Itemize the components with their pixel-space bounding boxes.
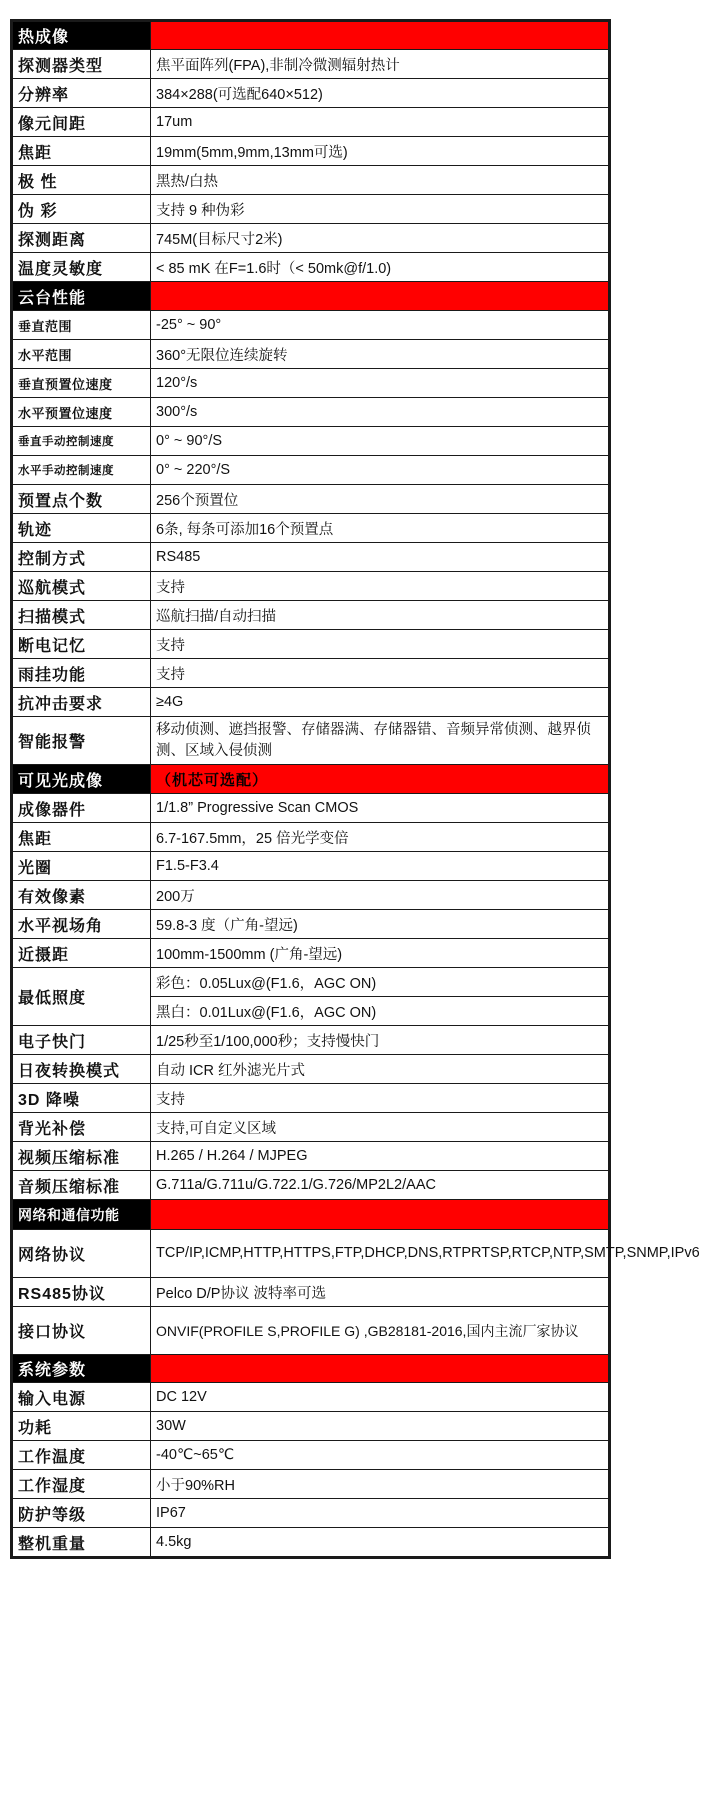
section-title-visible: 可见光成像: [13, 765, 151, 794]
table-row: [13, 485, 609, 514]
spec-value: G.711a/G.711u/G.722.1/G.726/MP2L2/AAC: [151, 1171, 609, 1200]
spec-value: 300°/s: [151, 398, 609, 427]
section-header-thermal: [13, 22, 609, 50]
table-row: [13, 137, 609, 166]
table-row: [13, 939, 609, 968]
spec-label: 巡航模式: [13, 572, 151, 601]
table-row: [13, 601, 609, 630]
spec-label: 垂直手动控制速度: [13, 427, 151, 456]
table-row: [13, 311, 609, 340]
table-row: [13, 717, 609, 765]
table-row: [13, 1142, 609, 1171]
spec-label: 最低照度: [13, 968, 151, 1026]
spec-value: 黑白：0.01Lux@(F1.6，AGC ON): [151, 997, 609, 1026]
table-row: [13, 1055, 609, 1084]
section-title-thermal: 热成像: [13, 22, 151, 50]
spec-label: 智能报警: [13, 717, 151, 765]
spec-value: < 85 mK 在F=1.6时（< 50mk@f/1.0): [151, 253, 609, 282]
spec-value: 6.7-167.5mm，25 倍光学变倍: [151, 823, 609, 852]
spec-value: Pelco D/P协议 波特率可选: [151, 1278, 609, 1307]
section-header-visible: [13, 765, 609, 794]
section-note-visible: （机芯可选配）: [151, 765, 609, 794]
table-row: [13, 852, 609, 881]
spec-label: 断电记忆: [13, 630, 151, 659]
spec-label: 网络协议: [13, 1230, 151, 1278]
spec-value: IP67: [151, 1499, 609, 1528]
spec-label: 视频压缩标准: [13, 1142, 151, 1171]
table-row: [13, 427, 609, 456]
spec-value: 19mm(5mm,9mm,13mm可选): [151, 137, 609, 166]
spec-value: DC 12V: [151, 1383, 609, 1412]
table-row: [13, 166, 609, 195]
table-row: [13, 340, 609, 369]
spec-value: F1.5-F3.4: [151, 852, 609, 881]
spec-label: 整机重量: [13, 1528, 151, 1557]
spec-value: 自动 ICR 红外滤光片式: [151, 1055, 609, 1084]
table-row: [13, 1026, 609, 1055]
table-row: [13, 1470, 609, 1499]
spec-value: -40℃~65℃: [151, 1441, 609, 1470]
spec-label: 光圈: [13, 852, 151, 881]
spec-label: 探测距离: [13, 224, 151, 253]
spec-label: 有效像素: [13, 881, 151, 910]
spec-value: 384×288(可选配640×512): [151, 79, 609, 108]
table-row: [13, 1499, 609, 1528]
table-row: [13, 369, 609, 398]
table-row: [13, 224, 609, 253]
spec-value: 焦平面阵列(FPA),非制冷微测辐射热计: [151, 50, 609, 79]
spec-value: 小于90%RH: [151, 1470, 609, 1499]
section-title-system: 系统参数: [13, 1355, 151, 1383]
table-row: [13, 253, 609, 282]
spec-value: 支持 9 种伪彩: [151, 195, 609, 224]
spec-label: 极 性: [13, 166, 151, 195]
spec-label: 伪 彩: [13, 195, 151, 224]
spec-label: 成像器件: [13, 794, 151, 823]
table-row: [13, 572, 609, 601]
spec-label: 防护等级: [13, 1499, 151, 1528]
section-bar-thermal: [151, 22, 609, 50]
spec-label: 电子快门: [13, 1026, 151, 1055]
table-row: [13, 659, 609, 688]
spec-value: 256个预置位: [151, 485, 609, 514]
table-row: [13, 108, 609, 137]
table-row: [13, 1113, 609, 1142]
spec-value: ONVIF(PROFILE S,PROFILE G) ,GB28181-2016,国内主流厂家协议: [151, 1307, 609, 1355]
section-bar-ptz: [151, 282, 609, 311]
table-row: [13, 1171, 609, 1200]
spec-label: 水平手动控制速度: [13, 456, 151, 485]
spec-value: 120°/s: [151, 369, 609, 398]
spec-value: 1/25秒至1/100,000秒；支持慢快门: [151, 1026, 609, 1055]
table-row: [13, 1412, 609, 1441]
table-row: [13, 79, 609, 108]
table-row: [13, 688, 609, 717]
spec-label: 探测器类型: [13, 50, 151, 79]
spec-value: RS485: [151, 543, 609, 572]
spec-label: 焦距: [13, 137, 151, 166]
section-header-ptz: [13, 282, 609, 311]
table-row: [13, 514, 609, 543]
table-row: [13, 1084, 609, 1113]
spec-label: 音频压缩标准: [13, 1171, 151, 1200]
spec-value: 0° ~ 220°/S: [151, 456, 609, 485]
spec-label: 水平视场角: [13, 910, 151, 939]
section-title-network: 网络和通信功能: [13, 1200, 151, 1230]
section-bar-network: [151, 1200, 609, 1230]
table-row: [13, 543, 609, 572]
spec-label: 预置点个数: [13, 485, 151, 514]
spec-value: ≥4G: [151, 688, 609, 717]
table-row: [13, 1230, 609, 1278]
spec-value: 745M(目标尺寸2米): [151, 224, 609, 253]
spec-value: 支持: [151, 630, 609, 659]
spec-label: 背光补偿: [13, 1113, 151, 1142]
table-row: [13, 1441, 609, 1470]
spec-value: 30W: [151, 1412, 609, 1441]
spec-value: 支持: [151, 572, 609, 601]
spec-value: H.265 / H.264 / MJPEG: [151, 1142, 609, 1171]
spec-label: 工作湿度: [13, 1470, 151, 1499]
spec-label: 水平范围: [13, 340, 151, 369]
spec-label: 垂直范围: [13, 311, 151, 340]
spec-value: 支持,可自定义区域: [151, 1113, 609, 1142]
table-row: [13, 968, 609, 997]
spec-label: 功耗: [13, 1412, 151, 1441]
spec-table: [12, 21, 700, 1557]
spec-label: 近摄距: [13, 939, 151, 968]
spec-value: 100mm-1500mm (广角-望远): [151, 939, 609, 968]
spec-value: 17um: [151, 108, 609, 137]
spec-value: TCP/IP,ICMP,HTTP,HTTPS,FTP,DHCP,DNS,RTPRTSP,RTCP,NTP,SMTP,SNMP,IPv6: [151, 1230, 609, 1278]
table-row: [13, 910, 609, 939]
section-header-network: [13, 1200, 609, 1230]
spec-value: 黑热/白热: [151, 166, 609, 195]
spec-label: 日夜转换模式: [13, 1055, 151, 1084]
spec-label: 控制方式: [13, 543, 151, 572]
spec-value: 4.5kg: [151, 1528, 609, 1557]
table-row: [13, 1528, 609, 1557]
table-row: [13, 1278, 609, 1307]
spec-label: 抗冲击要求: [13, 688, 151, 717]
spec-value: 1/1.8” Progressive Scan CMOS: [151, 794, 609, 823]
spec-label: 工作温度: [13, 1441, 151, 1470]
spec-value: 360°无限位连续旋转: [151, 340, 609, 369]
spec-value: 彩色：0.05Lux@(F1.6，AGC ON): [151, 968, 609, 997]
spec-label: 接口协议: [13, 1307, 151, 1355]
table-row: [13, 456, 609, 485]
section-bar-system: [151, 1355, 609, 1383]
spec-value: 0° ~ 90°/S: [151, 427, 609, 456]
table-row: [13, 398, 609, 427]
spec-label: 3D 降噪: [13, 1084, 151, 1113]
spec-sheet: [10, 19, 700, 1559]
table-row: [13, 50, 609, 79]
spec-label: 温度灵敏度: [13, 253, 151, 282]
spec-label: 水平预置位速度: [13, 398, 151, 427]
spec-value: 59.8-3 度（广角-望远): [151, 910, 609, 939]
spec-value: 支持: [151, 1084, 609, 1113]
spec-label: 输入电源: [13, 1383, 151, 1412]
table-row: [13, 630, 609, 659]
table-row: [13, 823, 609, 852]
table-row: [13, 1383, 609, 1412]
spec-value: 支持: [151, 659, 609, 688]
spec-label: 扫描模式: [13, 601, 151, 630]
spec-label: 轨迹: [13, 514, 151, 543]
table-row: [13, 1307, 609, 1355]
section-header-system: [13, 1355, 609, 1383]
table-row: [13, 195, 609, 224]
spec-label: RS485协议: [13, 1278, 151, 1307]
spec-value: 6条, 每条可添加16个预置点: [151, 514, 609, 543]
spec-value: 200万: [151, 881, 609, 910]
spec-label: 垂直预置位速度: [13, 369, 151, 398]
spec-value: 移动侦测、遮挡报警、存储器满、存储器错、音频异常侦测、越界侦测、区域入侵侦测: [151, 717, 609, 765]
spec-label: 焦距: [13, 823, 151, 852]
spec-label: 雨挂功能: [13, 659, 151, 688]
spec-value: -25° ~ 90°: [151, 311, 609, 340]
table-row: [13, 794, 609, 823]
spec-label: 分辨率: [13, 79, 151, 108]
section-title-ptz: 云台性能: [13, 282, 151, 311]
spec-value: 巡航扫描/自动扫描: [151, 601, 609, 630]
table-row: [13, 881, 609, 910]
spec-label: 像元间距: [13, 108, 151, 137]
